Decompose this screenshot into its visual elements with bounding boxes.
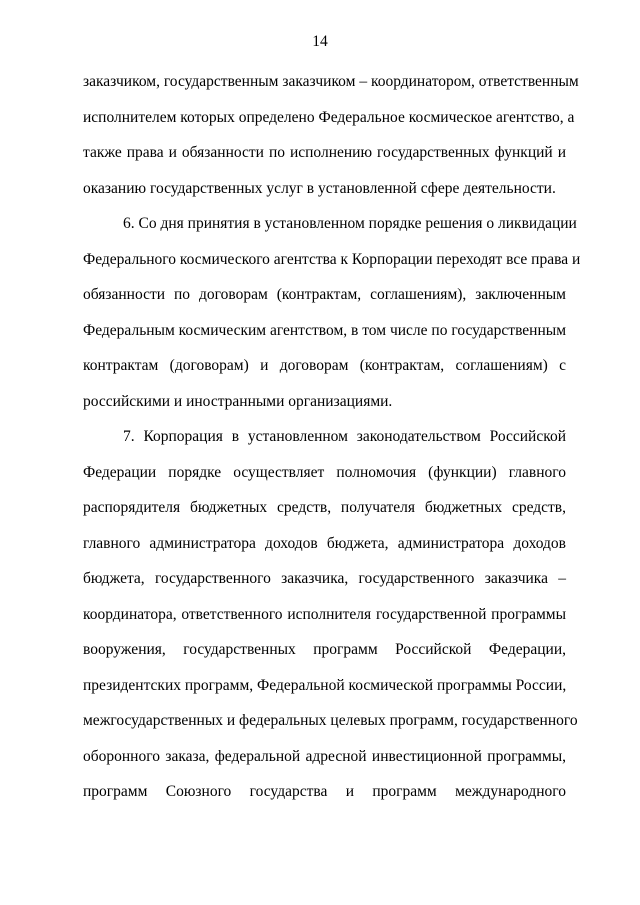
text-line: координатора, ответственного исполнителя государственной программы [83,605,566,623]
text-line: российскими и иностранными организациями. [83,392,393,410]
text-line: распорядителя бюджетных средств, получателя бюджетных средств, [83,499,566,516]
text-line: главного администратора доходов бюджета, администратора доходов [83,534,566,552]
text-line: Федерального космического агентства к Корпорации переходят все права и [83,250,581,268]
page-number: 14 [312,33,328,50]
text-line: Федеральным космическим агентством, в том числе по государственным [83,321,566,339]
paragraph-continuation [83,64,579,206]
text-line: оборонного заказа, федеральной адресной инвестиционной программы, [83,747,566,765]
text-line: Федерации порядке осуществляет полномочия (функции) главного [83,463,566,481]
text-line: контрактам (договорам) и договорам (контрактам, соглашениям) с [83,357,566,374]
text-line: оказанию государственных услуг в установленной сфере деятельности. [83,179,556,197]
paragraph-item-7 [83,419,578,810]
text-line: бюджета, государственного заказчика, государственного заказчика – [83,570,566,587]
text-line: 7. Корпорация в установленном законодательством Российской [123,428,566,445]
document-body [83,64,581,810]
text-line: обязанности по договорам (контрактам, соглашениям), заключенным [83,286,566,303]
text-line: заказчиком, государственным заказчиком – координатором, ответственным [83,73,579,90]
text-line: также права и обязанности по исполнению государственных функций и [83,144,566,161]
text-line: программ Союзного государства и программ международного [83,783,566,800]
text-line: президентских программ, Федеральной космической программы России, [83,676,567,694]
paragraph-item-6 [83,206,581,419]
text-line: исполнителем которых определено Федеральное космическое агентство, а [83,108,575,126]
text-line: межгосударственных и федеральных целевых программ, государственного [83,712,578,729]
text-line: 6. Со дня принятия в установленном порядке решения о ликвидации [123,215,577,232]
text-line: вооружения, государственных программ Российской Федерации, [83,641,566,658]
